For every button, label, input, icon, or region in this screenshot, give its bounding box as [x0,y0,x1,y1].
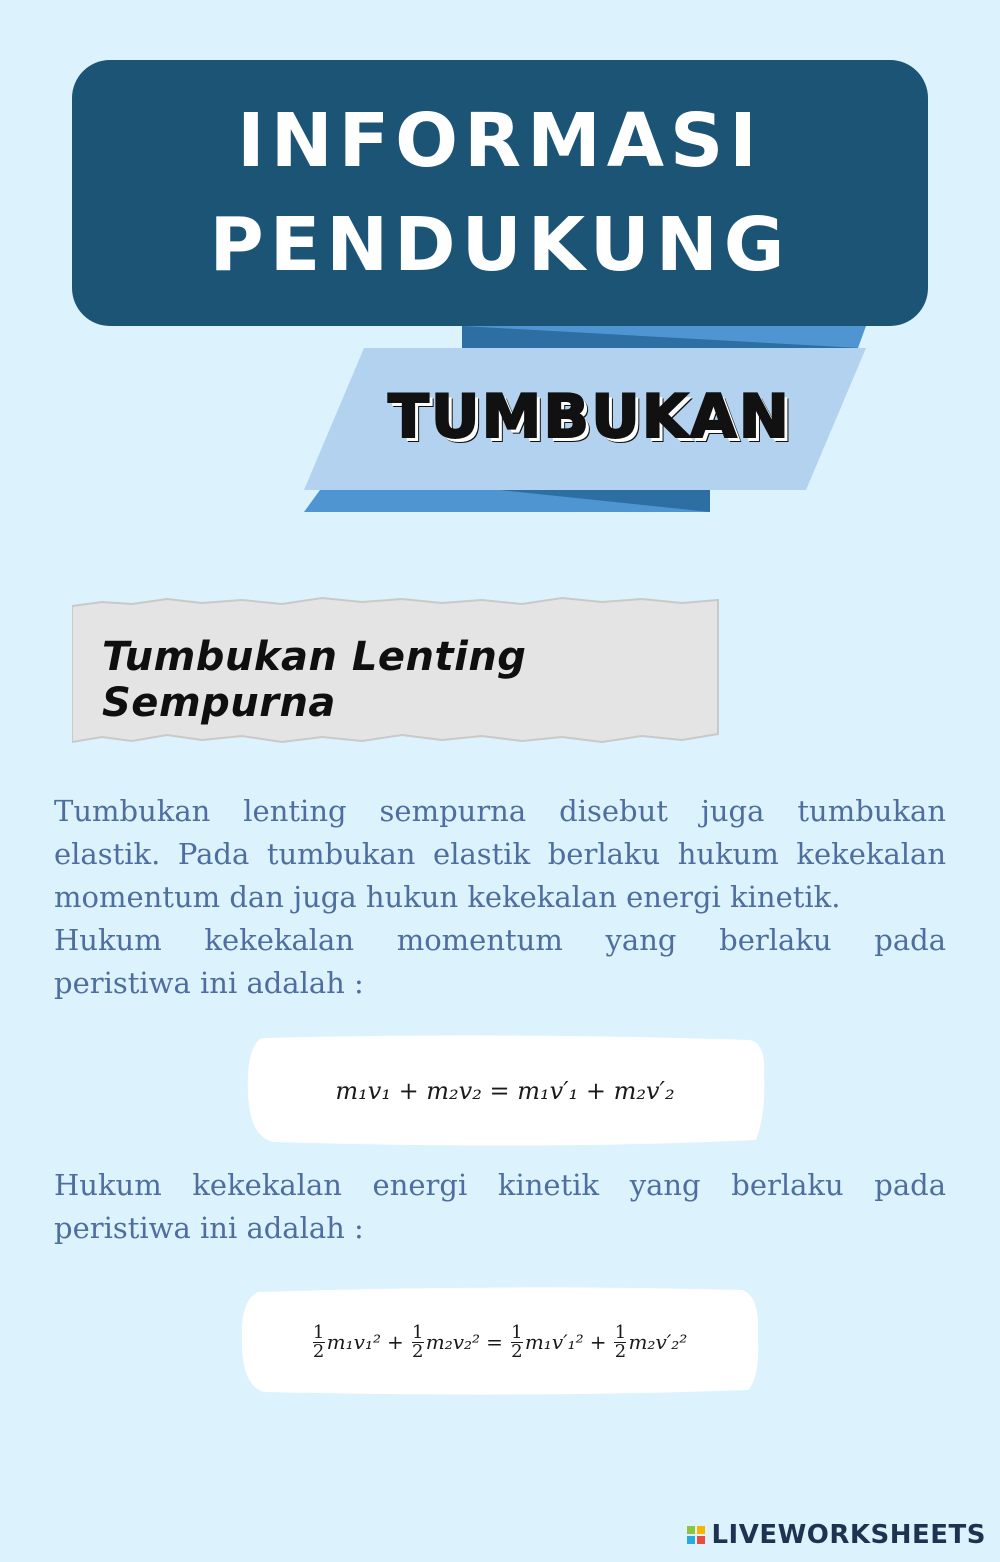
term-2: m₂v₂² [425,1330,481,1354]
term-3: m₁v′₁² [524,1330,584,1354]
plus-sign: + [386,1330,404,1354]
paragraph-line: Hukum kekekalan momentum yang berlaku pada [54,923,946,957]
equals-sign: = [486,1330,503,1354]
paragraph-line: elastik. Pada tumbukan elastik berlaku hukum kekekalan [54,837,946,871]
energy-equation-card [238,1286,760,1398]
paragraph-line: Tumbukan lenting sempurna disebut juga tumbukan [54,794,946,828]
paragraph-line: Hukum kekekalan energi kinetik yang berlaku pada [54,1168,946,1202]
topic-label: TUMBUKAN [388,382,791,452]
paragraph-line: momentum dan juga hukun kekekalan energi kinetik. [54,880,841,914]
paragraph-1 [54,790,946,1005]
topic-ribbon [300,326,870,516]
fraction-half: $\frac{1}{2}$ [412,1321,424,1362]
section-title: Tumbukan Lenting Sempurna [102,634,527,726]
fraction-half: $\frac{1}{2}$ [614,1321,627,1362]
title-line-2: PENDUKUNG [209,202,791,288]
title-line-1: INFORMASI [237,98,763,184]
momentum-equation: m₁v₁ + m₂v₂ = m₁v′₁ + m₂v′₂ [335,1077,675,1105]
energy-equation [238,1286,760,1398]
paragraph-line: peristiwa ini adalah : [54,966,364,1000]
term-4: m₂v′₂² [628,1330,688,1354]
paragraph-2 [54,1164,946,1250]
momentum-equation-card [244,1034,766,1148]
fraction-half: $\frac{1}{2}$ [312,1321,325,1362]
section-title-paper [72,594,720,744]
fraction-half: $\frac{1}{2}$ [511,1321,523,1362]
logo-icon [687,1526,705,1544]
title-banner [72,60,928,326]
liveworksheets-logo [687,1520,986,1550]
paragraph-line: peristiwa ini adalah : [54,1211,364,1245]
term-1: m₁v₁² [326,1330,381,1354]
logo-text: LIVEWORKSHEETS [711,1520,986,1550]
plus-sign: + [589,1330,607,1354]
